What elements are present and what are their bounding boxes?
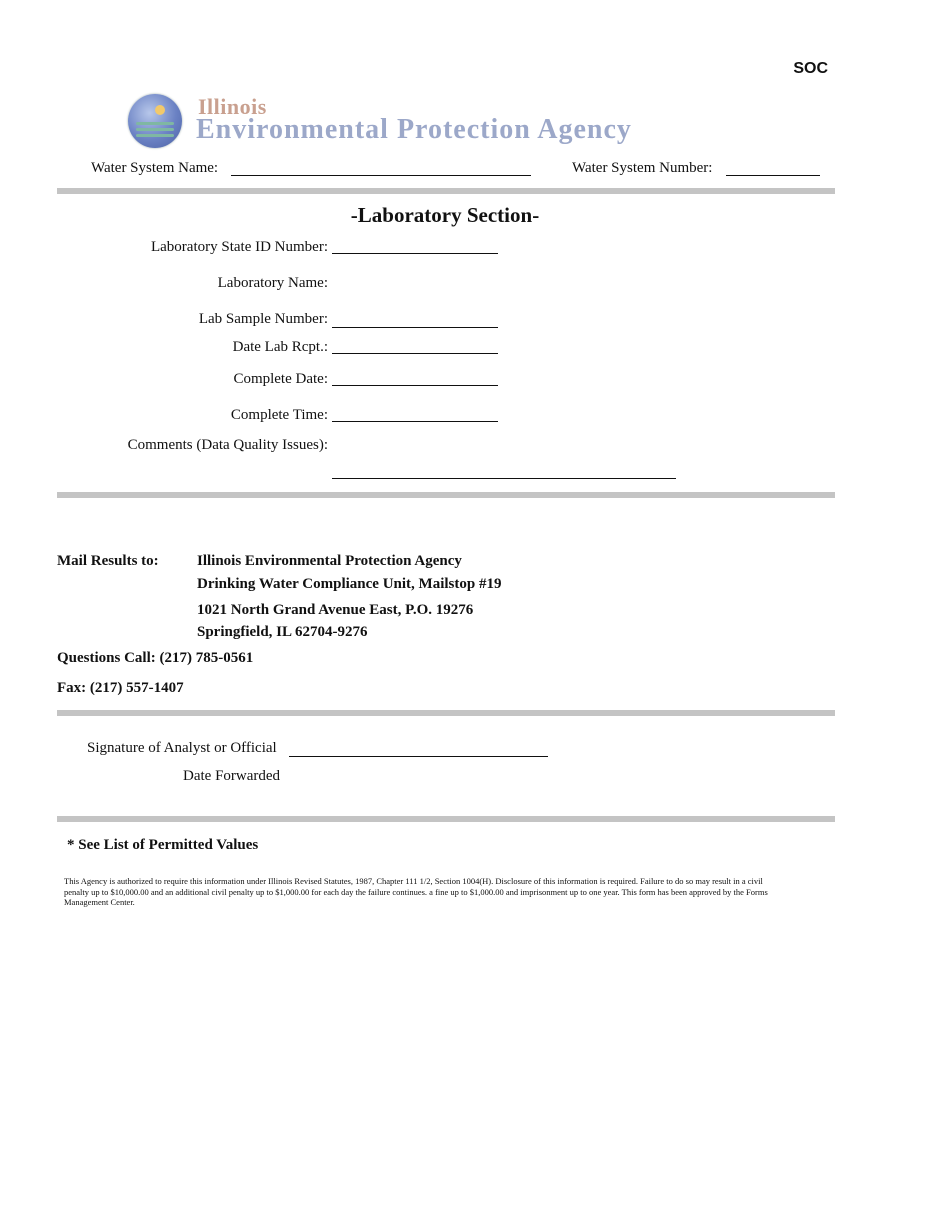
signature-label: Signature of Analyst or Official	[87, 740, 277, 756]
permitted-values-note: * See List of Permitted Values	[67, 837, 259, 853]
address-line: Springfield, IL 62704-9276	[197, 624, 368, 640]
lab-name-label: Laboratory Name:	[217, 275, 328, 291]
complete-time-label: Complete Time:	[230, 407, 328, 423]
date-lab-rcpt-label: Date Lab Rcpt.:	[232, 339, 328, 355]
signature-field[interactable]	[289, 756, 548, 757]
water-system-name-label: Water System Name:	[91, 160, 219, 176]
address-line: Drinking Water Compliance Unit, Mailstop #19	[197, 576, 502, 592]
water-system-number-field[interactable]	[726, 175, 820, 176]
lab-sample-number-field[interactable]	[332, 327, 498, 328]
complete-date-field[interactable]	[332, 385, 498, 386]
section-divider	[57, 492, 835, 498]
comments-label: Comments (Data Quality Issues):	[127, 437, 328, 453]
lab-sample-number-label: Lab Sample Number:	[198, 311, 328, 327]
logo-agency-text: Environmental Protection Agency	[196, 114, 632, 145]
agency-logo	[126, 92, 666, 152]
date-forwarded-label: Date Forwarded	[183, 768, 281, 784]
section-divider	[57, 710, 835, 716]
address-line: Illinois Environmental Protection Agency	[197, 553, 462, 569]
water-system-name-field[interactable]	[231, 175, 531, 176]
section-divider	[57, 188, 835, 194]
address-line: 1021 North Grand Avenue East, P.O. 19276	[197, 602, 474, 618]
lab-section-title: -Laboratory Section-	[350, 203, 540, 227]
agency-seal-icon	[128, 94, 182, 148]
legal-disclaimer: This Agency is authorized to require this information under Illinois Revised Statutes, 1987, Chapter 111 1/2, Section 1004(H). Disclosure of this information is required. Failure to do so may result in a civil penalty up to $10,000.00 and an additional civil penalty up to $1,000.00 for each day the failure continues. a fine up to $1,000.00 and imprisonment up to one year. This form has been approved by the Forms Management Center.	[64, 876, 768, 907]
lab-state-id-label: Laboratory State ID Number:	[150, 239, 328, 255]
complete-time-field[interactable]	[332, 421, 498, 422]
lab-state-id-field[interactable]	[332, 253, 498, 254]
comments-field[interactable]	[332, 478, 676, 479]
complete-date-label: Complete Date:	[233, 371, 328, 387]
logo-state-text: Illinois	[198, 94, 267, 119]
questions-phone: Questions Call: (217) 785-0561	[57, 650, 254, 666]
mail-results-label: Mail Results to:	[57, 553, 159, 569]
section-divider	[57, 816, 835, 822]
date-lab-rcpt-field[interactable]	[332, 353, 498, 354]
water-system-number-label: Water System Number:	[572, 160, 713, 176]
form-code: SOC	[793, 60, 828, 77]
fax-number: Fax: (217) 557-1407	[57, 680, 184, 696]
